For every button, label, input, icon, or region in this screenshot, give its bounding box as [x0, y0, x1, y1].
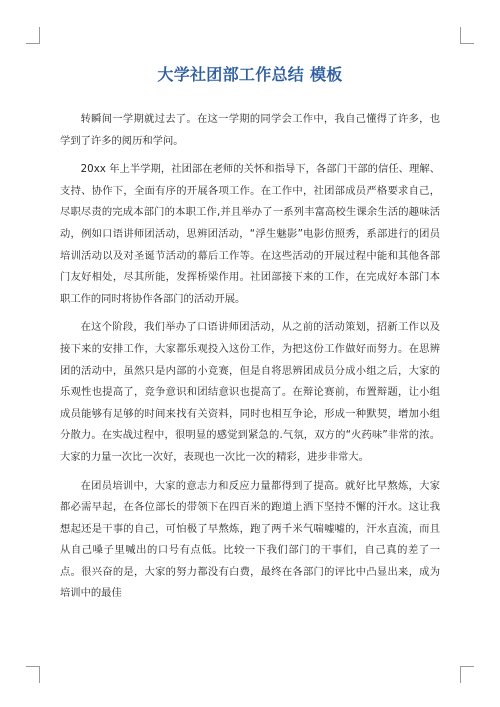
crop-mark-bottom-right [460, 666, 474, 683]
crop-mark-top-right [460, 27, 474, 44]
crop-mark-bottom-left [26, 666, 40, 683]
crop-mark-top-left [26, 27, 40, 44]
document-title: 大学社团部工作总结 模板 [157, 65, 343, 84]
paragraph-1: 转瞬间一学期就过去了。在这一学期的同学会工作中，我自己懂得了许多，也学到了许多的阅历和学问。 [60, 113, 440, 147]
paragraph-3: 在这个阶段，我们举办了口语讲师团活动，从之前的活动策划，招新工作以及接下来的安排工作，大家都乐观投入这份工作，为把这份工作做好而努力。在思辨团的活动中，虽然只是内部的小竞赛，但是自将思辨团成员分成小组之后，大家的乐观性也提高了，竞争意识和团结意识也提高了。在辩论赛前，布置辩题，让小组成员能够有足够的时间来找有关资料，同时也相互争论，形成一种默契，增加小组分散力。在实战过程中，很明显的感觉到紧急的.气氛，双方的“火药味”非常的浓。大家的力量一次比一次好，表现也一次比一次的精彩，进步非常大。 [60, 321, 440, 463]
paragraph-4: 在团员培训中，大家的意志力和反应力量都得到了提高。就好比早熬炼，大家都必需早起，在各位部长的带领下在四百米的跑道上洒下坚持不懈的汗水。这让我想起还是干事的自己，可怕极了早熬炼，跑了两千米气喘嘘嘘的，汗水直流，而且从自己嗓子里喊出的口号有点低。比较一下我们部门的干事们，自己真的差了一点。很兴奋的是，大家的努力都没有白费，最终在各部门的评比中凸显出来，成为培训中的最佳 [60, 479, 440, 600]
document-body [60, 109, 440, 612]
paragraph-2: 20xx 年上半学期，社团部在老师的关怀和指导下，各部门干部的信任、理解、支持、协作下，全面有序的开展各项工作。在工作中，社团部成员严格要求自己，尽职尽责的完成本部门的本职工作,并且举办了一系列丰富高校生课余生活的趣味活动，例如口语讲师团活动，思辨团活动，“浮生魅影”电影仿照秀，系部进行的团员培训活动以及对圣诞节活动的幕后工作等。在这些活动的开展过程中能和其他各部门友好相处，尽其所能，发挥桥梁作用。社团部接下来的工作，在完成好本部门本职工作的同时将协作各部门的活动开展。 [60, 163, 440, 305]
